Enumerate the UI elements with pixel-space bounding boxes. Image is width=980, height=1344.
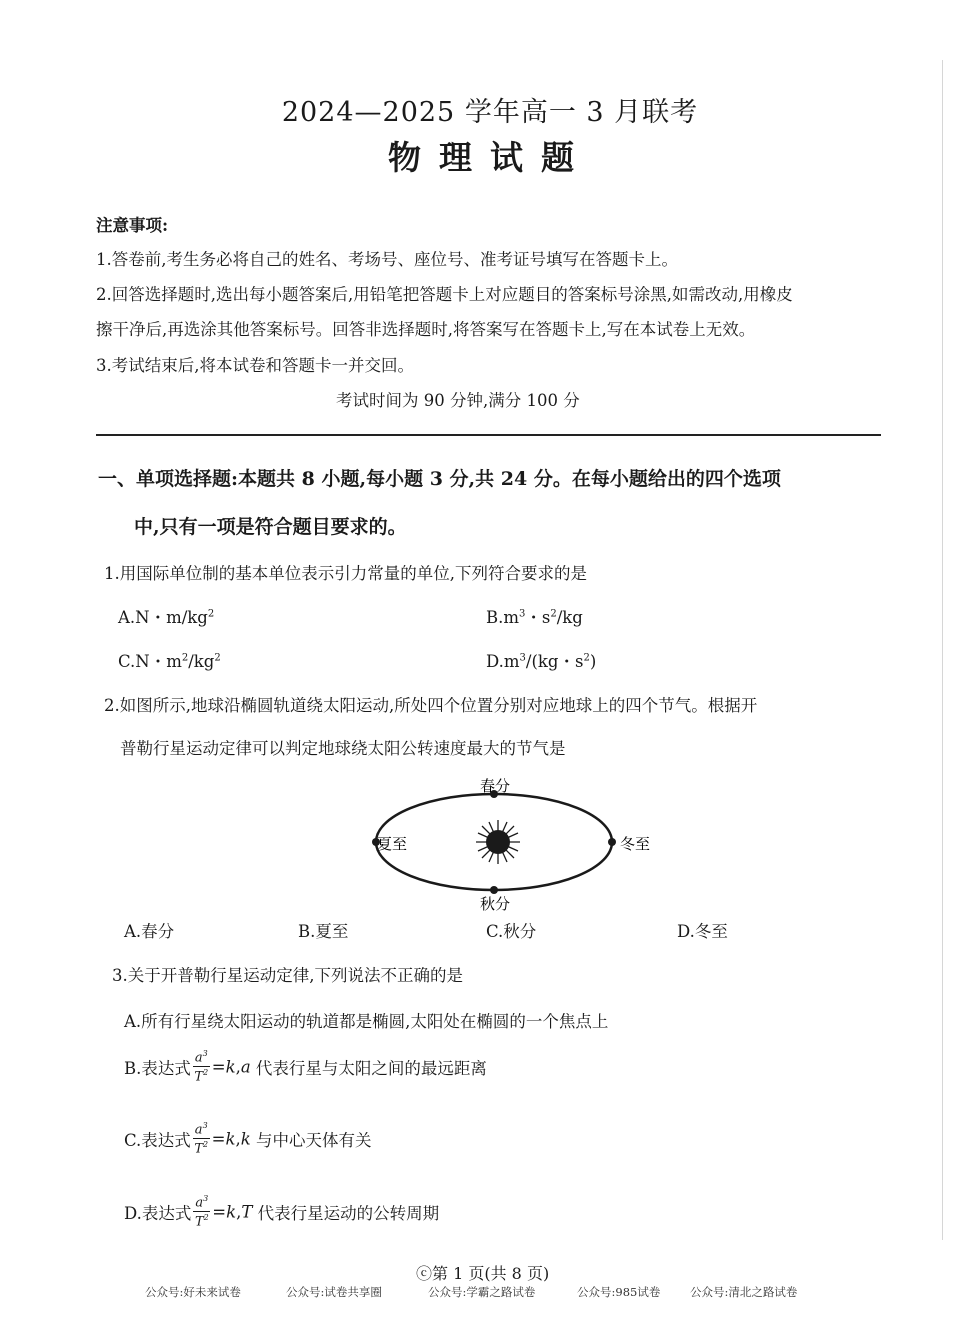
q2-stem-line-1: 2.如图所示,地球沿椭圆轨道绕太阳运动,所处四个位置分别对应地球上的四个节气。根据开: [104, 696, 758, 715]
q3-option-c: C.表达式 $\frac{a^3}{T^2}$ =k,k 与中心天体有关: [124, 1121, 372, 1157]
watermark-5: 公众号:清北之路试卷: [690, 1285, 798, 1299]
kepler-fraction: $\frac{a^3}{T^2}$: [194, 1121, 209, 1157]
q1-option-a: A.N・$m/kg^2$: [118, 608, 215, 627]
notice-heading: 注意事项:: [96, 216, 169, 235]
subject-title: 物理试题: [388, 138, 592, 177]
q1-option-c: C.N・$m^2/kg^2$: [118, 652, 221, 671]
watermark-1: 公众号:好未来试卷: [145, 1285, 241, 1299]
orbit-diagram: [360, 770, 651, 920]
section-heading-line-2: 中,只有一项是符合题目要求的。: [134, 516, 407, 538]
q2-stem-line-2: 普勒行星运动定律可以判定地球绕太阳公转速度最大的节气是: [120, 739, 566, 758]
q3-option-d: D.表达式 $\frac{a^3}{T^2}$ =k,T 代表行星运动的公转周期: [124, 1194, 440, 1230]
q2-option-d: D.冬至: [677, 922, 728, 941]
label-spring-equinox: 春分: [480, 777, 511, 795]
label-summer-solstice: 夏至: [377, 835, 408, 853]
notice-item-3: 3.考试结束后,将本试卷和答题卡一并交回。: [96, 356, 414, 375]
q1-option-b: $B.m^3$・$s^2/kg$: [486, 608, 583, 627]
exam-info: 考试时间为 90 分钟,满分 100 分: [336, 391, 580, 410]
q3-option-b: B.表达式 $\frac{a^3}{T^2}$ =k,a 代表行星与太阳之间的最远距离: [124, 1049, 487, 1085]
watermark-3: 公众号:学霸之路试卷: [428, 1285, 536, 1299]
page-number: ⓒ第 1 页(共 8 页): [416, 1264, 550, 1283]
section-heading-line-1: 一、单项选择题:本题共 8 小题,每小题 3 分,共 24 分。在每小题给出的四个选项: [98, 468, 781, 490]
q2-option-b: B.夏至: [298, 922, 349, 941]
notice-item-2-line-2: 擦干净后,再选涂其他答案标号。回答非选择题时,将答案写在答题卡上,写在本试卷上无效。: [96, 320, 756, 339]
earth-winter-position: [608, 838, 616, 846]
kepler-fraction: $\frac{a^3}{T^2}$: [194, 1049, 209, 1085]
earth-autumn-position: [490, 886, 498, 894]
q1-stem: 1.用国际单位制的基本单位表示引力常量的单位,下列符合要求的是: [104, 564, 587, 583]
q1-option-d: $D.m^3/(kg$・$s^2$): [486, 652, 597, 671]
q3-option-a: A.所有行星绕太阳运动的轨道都是椭圆,太阳处在椭圆的一个焦点上: [124, 1012, 609, 1031]
sun-icon: [476, 820, 520, 864]
watermark-4: 公众号:985试卷: [577, 1285, 661, 1299]
page-edge: [942, 60, 943, 1240]
notice-item-2-line-1: 2.回答选择题时,选出每小题答案后,用铅笔把答题卡上对应题目的答案标号涂黑,如需改动,用橡皮: [96, 285, 793, 304]
q2-option-c: C.秋分: [486, 922, 537, 941]
exam-title: 2024—2025 学年高一 3 月联考: [281, 97, 699, 128]
notice-item-1: 1.答卷前,考生务必将自己的姓名、考场号、座位号、准考证号填写在答题卡上。: [96, 250, 678, 269]
label-autumn-equinox: 秋分: [480, 895, 511, 913]
kepler-fraction: $\frac{a^3}{T^2}$: [194, 1194, 209, 1230]
q3-stem: 3.关于开普勒行星运动定律,下列说法不正确的是: [112, 966, 463, 985]
q2-option-a: A.春分: [124, 922, 175, 941]
label-winter-solstice: 冬至: [620, 835, 651, 853]
watermark-2: 公众号:试卷共享圈: [286, 1285, 382, 1299]
divider-line: [96, 434, 881, 436]
